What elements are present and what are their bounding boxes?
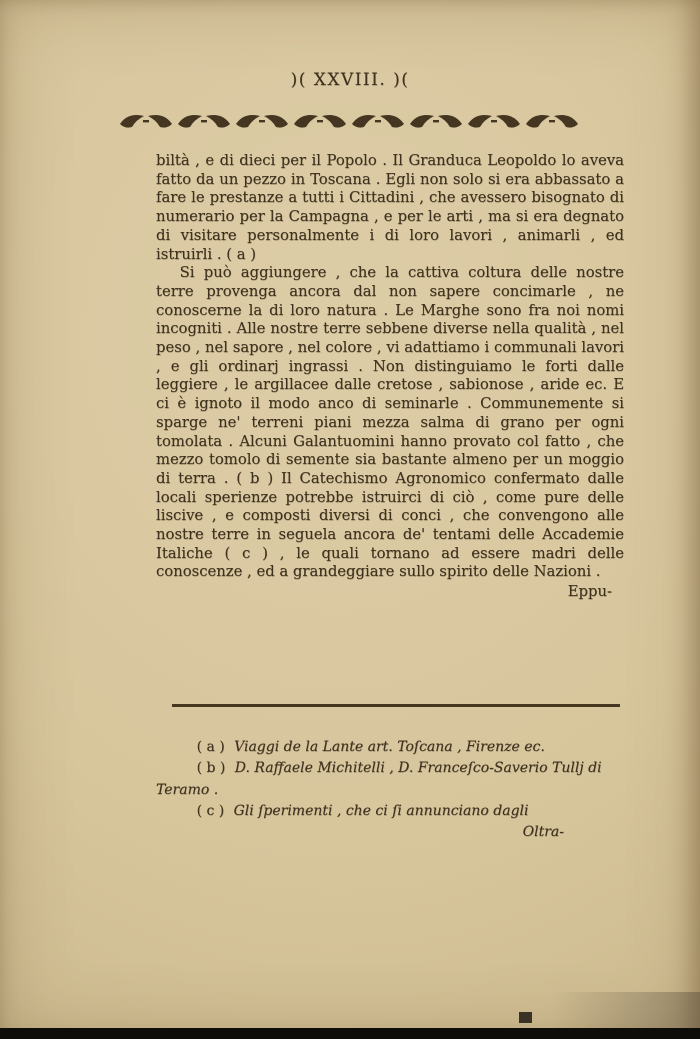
body-text bbox=[156, 152, 624, 602]
footnote-label: ( c ) bbox=[196, 802, 225, 819]
footnote-a bbox=[156, 737, 626, 758]
footnote-label: ( a ) bbox=[196, 739, 225, 755]
scan-edge-band bbox=[0, 1028, 700, 1039]
footnote-c bbox=[156, 801, 626, 822]
footnotes bbox=[156, 737, 626, 843]
paragraph: Si può aggiungere , che la cattiva coltura delle nostre terre provenga ancora dal non sapere concimarle , ne conoscerne la di loro natura . Le Marghe sono fra noi nomi incogniti . Alle nostre terre sebbene diverse nella qualità , nel peso , nel sapore , nel colore , vi adattiamo i communali lavori , e gli ordinarj ingrassi . Non distinguiamo le forti dalle leggiere , le argillacee dalle cretose , sabionose , aride ec. E ci è ignoto il modo anco di seminarle . Communemente si sparge ne' terreni piani mezza salma di grano per ogni tomolata . Alcuni Galantuomini hanno provato col fatto , che mezzo tomolo di semente sia bastante almeno per un moggio di terra . ( b ) Il Catechismo Agronomico confermato dalle locali sperienze potrebbe istruirci di ciò , come pure delle liscive , e composti diversi di conci , che convengono alle nostre terre in seguela ancora de' tentami delle Accademie Italiche ( c ) , le quali tornano ad essere madri delle conoscenze , ed a grandeggiare sullo spirito delle Nazioni . bbox=[156, 264, 624, 581]
scan-smudge-artifact bbox=[550, 992, 700, 1028]
paragraph-continued: biltà , e di dieci per il Popolo . Il Granduca Leopoldo lo aveva fatto da un pezzo in Toscana . Egli non solo si era abbassato a fare le prestanze a tutti i Cittadini , che avessero bisognato di numerario per la Campagna , e per le arti , ma si era degnato di visitare personalmente i di loro lavori , animarli , ed istruirli . ( a ) bbox=[156, 152, 624, 263]
ornament-row bbox=[0, 110, 700, 134]
footnote-text: Viaggi de la Lante art. Toſcana , Firenze ec. bbox=[234, 739, 545, 755]
footnote-divider bbox=[172, 704, 620, 707]
footnote-text: Gli ſperimenti , che ci ſi annunciano dagli bbox=[233, 802, 529, 819]
footnote-b bbox=[156, 758, 626, 801]
scan-mark-artifact bbox=[519, 1012, 532, 1023]
footnote-label: ( b ) bbox=[196, 760, 226, 777]
page-number-header: )( XXVIII. )( bbox=[290, 70, 410, 90]
footnote-text: D. Raffaele Michitelli , D. Franceſco-Saverio Tullj di Teramo . bbox=[156, 760, 602, 798]
fleuron-ornament-icon bbox=[118, 110, 582, 130]
catchword: Oltra- bbox=[522, 824, 564, 841]
catchword: Eppu- bbox=[567, 583, 612, 601]
